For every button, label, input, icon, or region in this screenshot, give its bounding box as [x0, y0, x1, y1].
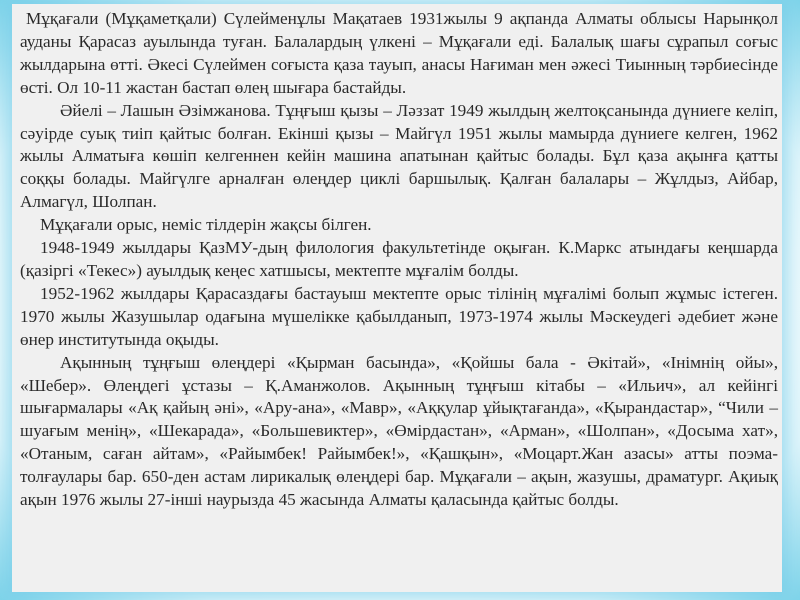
paragraph-education: 1948-1949 жылдары ҚазМУ-дың филология факультетінде оқыған. К.Маркс атындағы кеңшарда (қазіргі «Текес») ауылдық кеңес хатшысы, мектепте мұғалім болды. — [20, 238, 778, 280]
paragraph-family: Әйелі – Лашын Әзімжанова. Тұңғыш қызы – Ләззат 1949 жылдың желтоқсанында дүниеге келіп, сәуірде суық тиіп қайтыс болған. Екінші қызы – Майгүл 1951 жылы мамырда дүниеге келген, 1962 жылы Алматыға көшіп келгеннен кейін машина апатынан қайтыс болады. Бұл қаза ақынға қатты соққы болады. Майгүлге арналған өлеңдер циклі баршылық. Қалған балалары – Жұлдыз, Айбар, Алмагүл, Шолпан. — [20, 100, 778, 212]
paragraph-biography-intro: Мұқағали (Мұқаметқали) Сүлейменұлы Мақатаев 1931жылы 9 ақпанда Алматы облысы Нарынқол ауданы Қарасаз ауылында туған. Балалардың үлкені – Мұқағали еді. Балалық шағы сұрапыл соғыс жылдарына өтті. Әкесі Сүлеймен соғыста қаза тауып, анасы Нағиман мен әжесі Тиынның тәрбиесінде өсті. Ол 10-11 жастан бастап өлең шығара бастайды. — [20, 9, 778, 97]
paragraph-languages: Мұқағали орыс, неміс тілдерін жақсы білген. — [40, 215, 372, 235]
document-text — [20, 8, 778, 512]
paragraph-works: Ақынның тұңғыш өлеңдері «Қырман басында», «Қойшы бала - Әкітай», «Інімнің ойы», «Шебер». Өлеңдегі ұстазы – Қ.Аманжолов. Ақынның тұңғыш кітабы – «Ильич», ал кейінгі шығармалары «Ақ қайың әні», «Ару-ана», «Мавр», «Аққулар ұйықтағанда», «Қырандастар», “Чили – шуағым менің», «Шекарада», «Большевиктер», «Өмірдастан», «Арман», «Шолпан», «Досыма хат», «Отаным, саған айтам», «Райымбек! Райымбек!», «Қашқын», «Моцарт.Жан азасы» атты поэма-толғаулары бар. 650-ден астам лирикалық өлеңдері бар. Мұқағали – ақын, жазушы, драматург. Ақиық ақын 1976 жылы 27-інші наурызда 45 жасында Алматы қаласында қайтыс болды. — [20, 352, 778, 510]
paragraph-career: 1952-1962 жылдары Қарасаздағы бастауыш мектепте орыс тілінің мұғалімі болып жұмыс істеген. 1970 жылы Жазушылар одағына мүшелікке қабылданып, 1973-1974 жылы Мәскеудегі әдебиет және өнер институтында оқыды. — [20, 283, 778, 349]
document-sheet — [12, 4, 782, 592]
